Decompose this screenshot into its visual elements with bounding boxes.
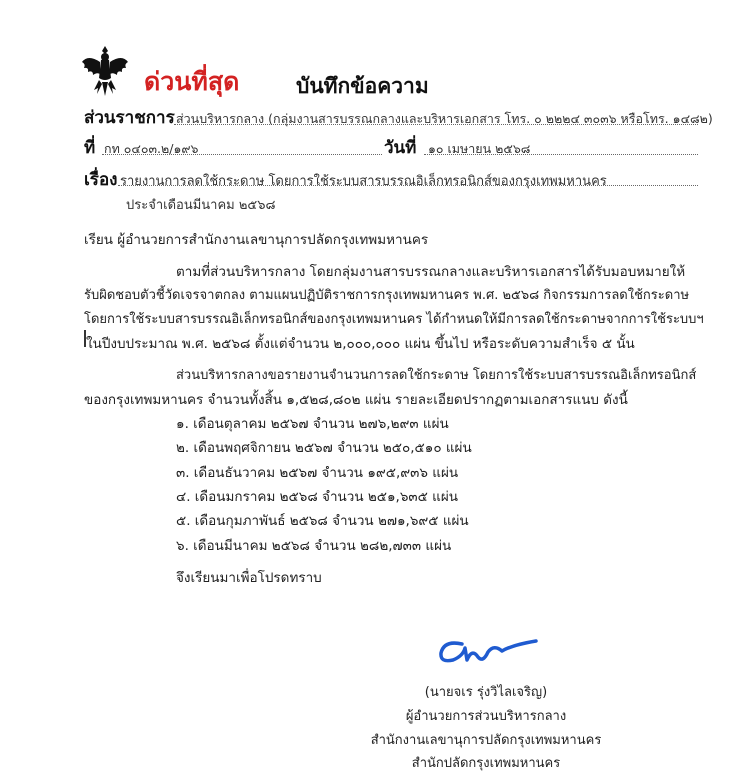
list-item: ๒. เดือนพฤศจิกายน ๒๕๖๗ จำนวน ๒๕๐,๕๑๐ แผ่น — [176, 440, 472, 456]
list-item: ๕. เดือนกุมภาพันธ์ ๒๕๖๘ จำนวน ๒๗๑,๖๙๕ แผ่น — [176, 513, 469, 529]
subject-line-1: รายงานการลดใช้กระดาษ โดยการใช้ระบบสารบรรณอิเล็กทรอนิกส์ของกรุงเทพมหานคร — [120, 174, 607, 189]
signatory-department: สำนักปลัดกรุงเทพมหานคร — [411, 756, 561, 771]
garuda-emblem-icon — [80, 44, 130, 98]
date-label: วันที่ — [384, 138, 417, 158]
subject-line-2: ประจำเดือนมีนาคม ๒๕๖๘ — [126, 198, 276, 213]
signatory-organization: สำนักงานเลขานุการปลัดกรุงเทพมหานคร — [370, 733, 602, 748]
paragraph-1-line-1: ตามที่ส่วนบริหารกลาง โดยกลุ่มงานสารบรรณกลางและบริหารเอกสารได้รับมอบหมายให้ — [176, 264, 686, 280]
signatory-position: ผู้อำนวยการส่วนบริหารกลาง — [405, 709, 567, 724]
paragraph-2-line-1: ส่วนบริหารกลางขอรายงานจำนวนการลดใช้กระดาษ โดยการใช้ระบบสารบรรณอิเล็กทรอนิกส์ — [176, 368, 697, 383]
list-item: ๑. เดือนตุลาคม ๒๕๖๗ จำนวน ๒๗๖,๒๙๓ แผ่น — [176, 416, 449, 432]
urgency-label: ด่วนที่สุด — [144, 67, 240, 96]
date-value: ๑๐ เมษายน ๒๕๖๘ — [428, 141, 531, 156]
salutation: เรียน ผู้อำนวยการสำนักงานเลขานุการปลัดกรุงเทพมหานคร — [84, 232, 429, 248]
agency-value: ส่วนบริหารกลาง (กลุ่มงานสารบรรณกลางและบริหารเอกสาร โทร. ๐ ๒๒๒๔ ๓๐๓๖ หรือโทร. ๑๔๘๒) — [176, 111, 713, 126]
paragraph-2-line-2: ของกรุงเทพมหานคร จำนวนทั้งสิ้น ๑,๕๒๘,๘๐๒ แผ่น รายละเอียดปรากฏตามเอกสารแนบ ดังนี้ — [84, 392, 628, 408]
paragraph-1-line-2: รับผิดชอบตัวชี้วัดเจรจาตกลง ตามแผนปฏิบัติราชการกรุงเทพมหานคร พ.ศ. ๒๕๖๘ กิจกรรมการลดใช้กระดาษ — [84, 288, 690, 303]
signatory-name: (นายจเร รุ่งวิไลเจริญ) — [424, 685, 548, 700]
closing-text: จึงเรียนมาเพื่อโปรดทราบ — [176, 570, 322, 586]
ref-label: ที่ — [84, 138, 96, 158]
paragraph-1-line-3: โดยการใช้ระบบสารบรรณอิเล็กทรอนิกส์ของกรุงเทพมหานคร ได้กำหนดให้มีการลดใช้กระดาษจากการใช้ระบบฯ — [84, 312, 704, 327]
document-type-title: บันทึกข้อความ — [296, 74, 429, 98]
ref-number: กท ๐๔๐๓.๒/๑๙๖ — [104, 141, 199, 156]
subject-label: เรื่อง — [84, 170, 118, 190]
paragraph-1-line-4: ในปีงบประมาณ พ.ศ. ๒๕๖๘ ตั้งแต่จำนวน ๒,๐๐๐,๐๐๐ แผ่น ขึ้นไป หรือระดับความสำเร็จ ๕ นั้น — [86, 336, 635, 352]
list-item: ๖. เดือนมีนาคม ๒๕๖๘ จำนวน ๒๘๒,๗๓๓ แผ่น — [176, 538, 452, 554]
agency-label: ส่วนราชการ — [84, 108, 175, 128]
list-item: ๓. เดือนธันวาคม ๒๕๖๗ จำนวน ๑๙๕,๙๓๖ แผ่น — [176, 465, 459, 481]
list-item: ๔. เดือนมกราคม ๒๕๖๘ จำนวน ๒๕๑,๖๓๕ แผ่น — [176, 489, 458, 505]
handwritten-signature — [436, 636, 546, 668]
